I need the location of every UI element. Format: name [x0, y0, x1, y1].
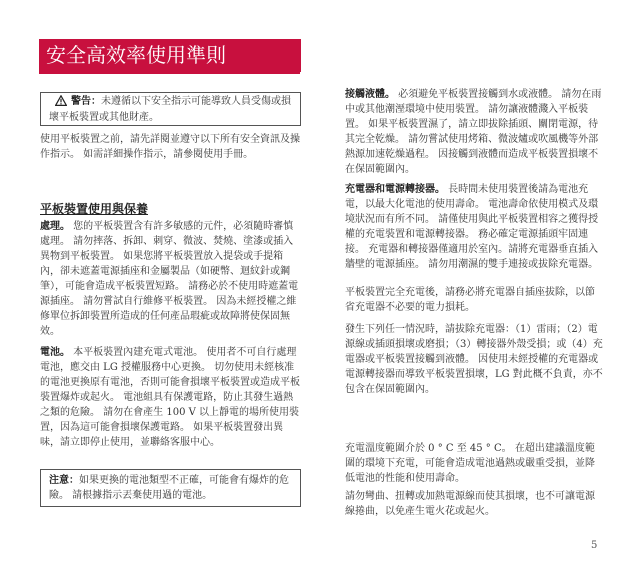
warning-text: 未遵循以下安全指示可能導致人員受傷或損壞平板裝置或其他財產。 — [49, 96, 291, 123]
intro-paragraph: 使用平板裝置之前，請先詳閱並遵守以下所有安全資訊及操作指示。 如需詳細操作指示，請參閱使用手冊。 — [40, 134, 300, 160]
page-number: 5 — [591, 540, 598, 551]
handling-text: 您的平板裝置含有許多敏感的元件，必須隨時審慎處理。 請勿摔落、拆卸、刺穿、微波、焚燒、塗漆或插入異物到平板裝置。 如果您將平板裝置放入提袋或手提箱內，卻未遮蓋電源插座和金屬製品（如硬幣、迴紋針或鋼筆），可能會造成平板裝置短路。 請務必於不使用時遮蓋電源插座。 請勿嘗試自行維修平板裝置。 因為未經授權之維修單位拆卸裝置所造成的任何產品瑕疵或故障將使保固無效。 — [40, 221, 299, 337]
warning-triangle-icon — [55, 95, 67, 111]
liquid-label: 接觸液體。 — [345, 89, 395, 100]
conditions-text: 發生下列任一情況時，請拔除充電器：（1）雷雨；（2）電源線或插頭損壞或磨損；（3）轉接器外殼受損；或（4）充電器或平板裝置接觸到液體。 因使用未經授權的充電器或電源轉接器而導致平板裝置損壞，LG 對此概不負責，亦不包含在保固範圍內。 — [345, 324, 603, 395]
note-text: 如果更換的電池類型不正確，可能會有爆炸的危險。 請根據指示丟棄使用過的電池。 — [49, 475, 289, 501]
cable-paragraph — [345, 489, 603, 519]
conditions-paragraph — [345, 322, 603, 397]
unplug-text: 平板裝置完全充電後，請務必將充電器自插座拔除，以節省充電器不必要的電力損耗。 — [345, 287, 595, 313]
charger-text: 長時間未使用裝置後請為電池充電，以最大化電池的使用壽命。 電池壽命依使用模式及環境狀況而有所不同。 請僅使用與此平板裝置相容之獲得授權的充電裝置和電源轉接器。 務必確定電源插頭牢固連接。 充電器和轉接器僅適用於室內。請將充電器垂直插入牆壁的電源插座。 請勿用潮濕的雙手連接或拔除充電器。 — [345, 184, 599, 270]
liquid-paragraph — [345, 87, 603, 177]
title-underline — [39, 72, 300, 74]
charger-paragraph — [345, 182, 603, 272]
unplug-paragraph — [345, 285, 603, 315]
note-box — [40, 469, 301, 507]
warning-box — [40, 92, 301, 126]
liquid-text: 必須避免平板裝置接觸到水或液體。 請勿在雨中或其他潮溼環境中使用裝置。 請勿讓液體濺入平板裝置。 如果平板裝置濕了，請立即拔除插頭、關閉電源，待其完全乾燥。 請勿嘗試使用烤箱、微波爐或吹風機等外部熱源加速乾燥過程。 因接觸到液體而造成平板裝置損壞不在保固範圍內。 — [345, 89, 602, 175]
handling-paragraph — [40, 219, 301, 339]
cable-text: 請勿彎曲、扭轉或加熱電源線而使其損壞，也不可讓電源線捲曲，以免產生電火花或起火。 — [345, 491, 595, 517]
charger-label: 充電器和電源轉接器。 — [345, 184, 445, 195]
temperature-text: 充電溫度範圍介於 0 ° C 至 45 ° C。 在超出建議溫度範圍的環境下充電，可能會造成電池過熱或嚴重受損，並降低電池的性能和使用壽命。 — [345, 443, 595, 484]
battery-text: 本平板裝置內建充電式電池。 使用者不可自行處理電池，應交由 LG 授權服務中心更換。 切勿使用未經核准的電池更換原有電池，否則可能會損壞平板裝置或造成平板裝置爆炸或起火。 電池組具有保護電路，防止其發生過熱之類的危險。 請勿在會產生 100 V 以上靜電的場所使用裝置，因為這可能會損壞保護電路。 如果平板裝置發出異味，請立即停止使用，並聯絡客服中心。 — [40, 347, 300, 448]
battery-label: 電池。 — [40, 347, 70, 358]
temperature-paragraph — [345, 441, 603, 486]
page-title: 安全高效率使用準則 — [39, 39, 301, 72]
warning-label: 警告： — [71, 96, 101, 107]
battery-paragraph — [40, 345, 301, 450]
section-heading: 平板裝置使用與保養 — [40, 202, 149, 216]
handling-label: 處理。 — [40, 221, 70, 232]
note-label: 注意： — [49, 475, 79, 486]
